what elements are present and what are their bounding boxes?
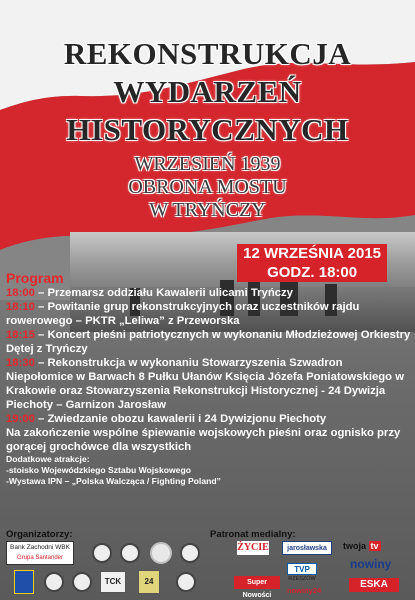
organizer-emblem-icon	[120, 543, 140, 563]
event-date: 12 WRZEŚNIA 2015	[237, 244, 387, 263]
title-line-3: HISTORYCZNYCH	[66, 112, 349, 147]
nowiny-logo: nowiny	[350, 557, 392, 571]
program-section	[6, 270, 412, 487]
program-item-text: – Przemarsz oddziału Kawalerii ulicami Tryńczy	[34, 287, 293, 299]
bank-name: Bank Zachodni WBK	[10, 544, 70, 551]
jaroslawska-logo: jarosławska	[282, 541, 332, 555]
program-item	[6, 328, 412, 356]
organizer-emblem-icon	[72, 572, 92, 592]
tv-label: tv	[370, 541, 379, 551]
extras-heading: Dodatkowe atrakcje:	[6, 454, 90, 464]
title-line-1: REKONSTRUKCJA	[63, 36, 352, 71]
organizer-emblem-icon	[92, 543, 112, 563]
title-line-2: WYDARZEŃ	[113, 74, 302, 109]
organizer-emblem-icon	[176, 572, 196, 592]
organizer-ring-icon	[150, 542, 172, 564]
program-item	[6, 300, 412, 328]
program-item-time: 18:00	[6, 287, 35, 299]
organizer-emblem-icon	[180, 543, 200, 563]
program-item-time: 19:00	[6, 413, 35, 425]
nowiny24-logo: nowiny24	[287, 586, 322, 595]
program-item-time: 18:30	[6, 357, 35, 369]
program-heading: Program	[6, 270, 64, 286]
program-item-text: – Koncert pieśni patriotycznych w wykonaniu Młodzieżowej Orkiestry Dętej z Tryńczy	[6, 329, 411, 355]
program-item-text: – Powitanie grup rekonstrukcyjnych oraz uczestników rajdu rowerowego – PKTR „Leliwa” z Przeworska	[6, 301, 360, 327]
extras-item: -Wystawa IPN – „Polska Walcząca / Fighting Poland”	[6, 476, 221, 486]
program-item-text: – Zwiedzanie obozu kawalerii i 24 Dywizjonu Piechoty	[34, 413, 327, 425]
subtitle-date: WRZESIEŃ 1939	[134, 153, 281, 175]
organizer-emblem-icon	[44, 572, 64, 592]
twoja-tv-logo	[343, 539, 405, 553]
bank-group: Grupa Santander	[16, 555, 64, 561]
rzeszow-label: RZESZÓW	[288, 576, 316, 582]
tvp-logo: TVP	[287, 563, 317, 575]
media-label: Patronat medialny:	[210, 529, 296, 540]
program-item	[6, 286, 412, 300]
tck-logo: TCK	[100, 571, 126, 593]
program-closing: Na zakończenie wspólne śpiewanie wojskowych pieśni oraz ognisko przy gorącej grochówce dla wszystkich	[6, 427, 401, 453]
super-nowosci-logo: Super Nowości	[234, 576, 280, 589]
program-item	[6, 412, 412, 426]
subtitle-place: W TRYŃCZY	[149, 199, 266, 221]
eska-logo: ESKA	[349, 578, 399, 592]
program-item-time: 18:15	[6, 329, 35, 341]
zycie-logo: ŻYCIE	[237, 542, 269, 553]
program-item-text: – Rekonstrukcja w wykonaniu Stowarzyszenia Szwadron Niepołomice w Barwach 8 Pułku Ułanów Księcia Józefa Poniatowskiego w Krakowie oraz Stowarzyszenia Rekonstrukcji Historycznej - 24 Dywizja Piechoty – Garnizon Jarosław	[6, 357, 405, 411]
bank-logo	[6, 541, 74, 565]
coat-of-arms-icon	[14, 570, 34, 594]
twoja-label: twoja	[343, 541, 367, 551]
organizers-label: Organizatorzy:	[6, 529, 73, 540]
event-time: GODZ. 18:00	[237, 263, 387, 282]
extras-item: -stoisko Wojewódzkiego Sztabu Wojskowego	[6, 465, 191, 475]
program-item-time: 18:10	[6, 301, 35, 313]
program-item	[6, 356, 412, 412]
division-24-logo: 24	[138, 570, 160, 594]
subtitle-event: OBRONA MOSTU	[128, 176, 287, 198]
